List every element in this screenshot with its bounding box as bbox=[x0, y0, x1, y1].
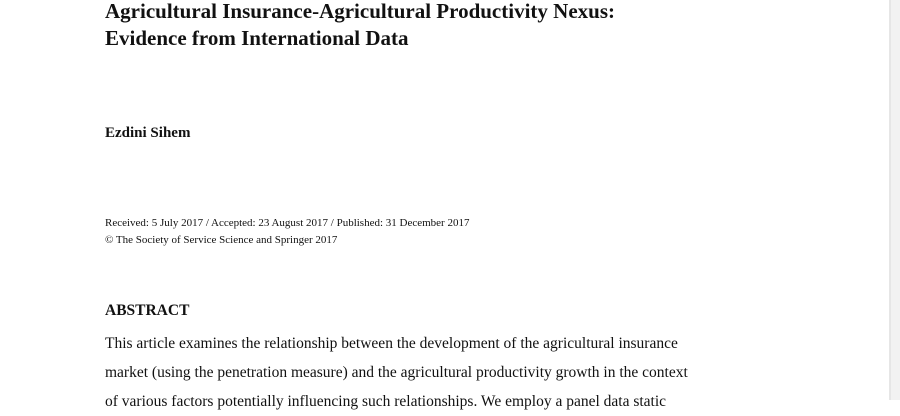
abstract-text bbox=[105, 329, 688, 416]
abstract-heading: ABSTRACT bbox=[105, 302, 190, 319]
author-name: Ezdini Sihem bbox=[105, 125, 191, 141]
paper-title-line-2: Evidence from International Data bbox=[105, 26, 409, 50]
publication-info bbox=[105, 215, 469, 249]
abstract-line-1: This article examines the relationship between the development of the agricultural insurance bbox=[105, 335, 678, 352]
paper-title bbox=[105, 0, 615, 52]
copyright-notice: © The Society of Service Science and Springer 2017 bbox=[105, 234, 338, 246]
abstract-line-2: market (using the penetration measure) and the agricultural productivity growth in the context bbox=[105, 364, 688, 381]
abstract-line-3: of various factors potentially influencing such relationships. We employ a panel data static bbox=[105, 393, 667, 410]
publication-dates: Received: 5 July 2017 / Accepted: 23 August 2017 / Published: 31 December 2017 bbox=[105, 217, 470, 229]
paper-title-line-1: Agricultural Insurance-Agricultural Productivity Nexus: bbox=[105, 0, 615, 23]
viewer-scroll-gutter[interactable] bbox=[891, 0, 900, 400]
